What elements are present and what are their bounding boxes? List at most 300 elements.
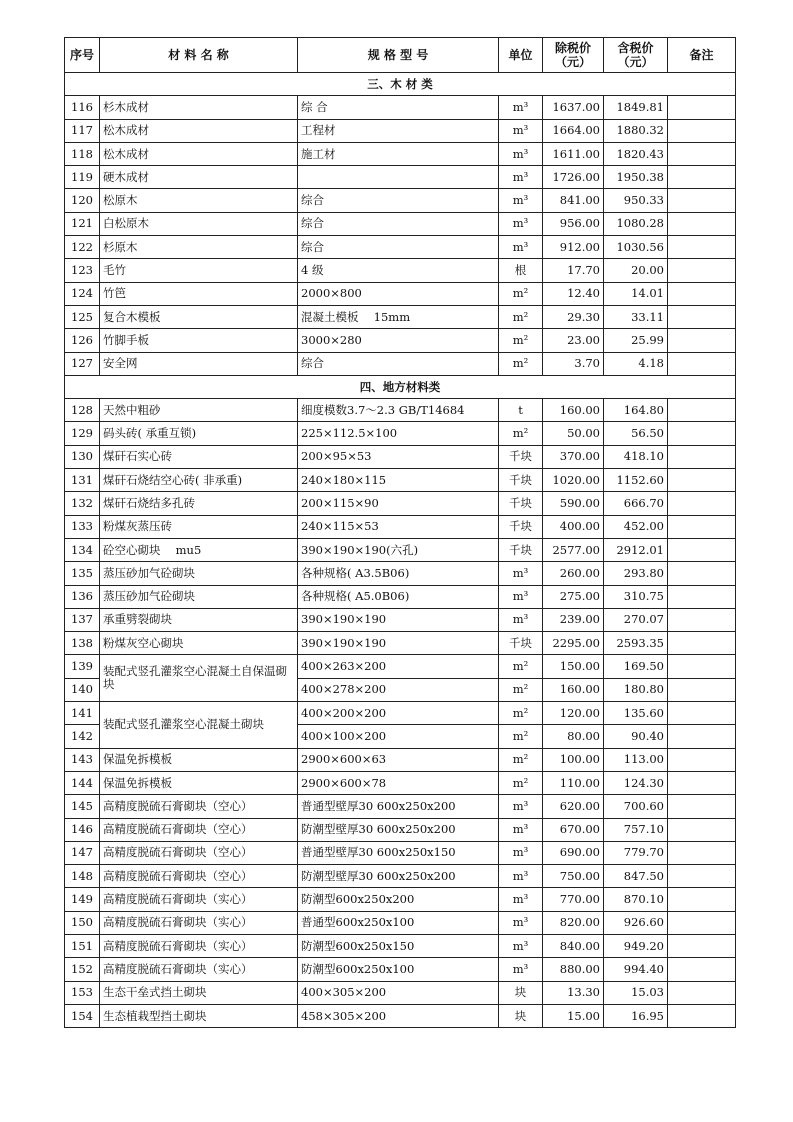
row-unit: m³ bbox=[499, 795, 543, 818]
row-unit: m³ bbox=[499, 585, 543, 608]
row-unit: m³ bbox=[499, 189, 543, 212]
row-price-inc-tax: 164.80 bbox=[604, 399, 668, 422]
table-row bbox=[65, 515, 736, 538]
row-price-ex-tax: 880.00 bbox=[543, 958, 604, 981]
row-unit: 千块 bbox=[499, 515, 543, 538]
row-spec: 390×190×190(六孔) bbox=[298, 538, 499, 561]
row-price-ex-tax: 120.00 bbox=[543, 702, 604, 725]
row-no: 124 bbox=[65, 282, 100, 305]
row-remark bbox=[668, 911, 736, 934]
row-remark bbox=[668, 142, 736, 165]
row-remark bbox=[668, 934, 736, 957]
row-remark bbox=[668, 445, 736, 468]
table-row bbox=[65, 702, 736, 725]
row-spec: 综合 bbox=[298, 212, 499, 235]
row-price-inc-tax: 666.70 bbox=[604, 492, 668, 515]
table-row bbox=[65, 958, 736, 981]
table-row bbox=[65, 212, 736, 235]
row-remark bbox=[668, 702, 736, 725]
row-price-ex-tax: 80.00 bbox=[543, 725, 604, 748]
row-name: 生态植栽型挡土砌块 bbox=[100, 1004, 298, 1027]
row-price-inc-tax: 700.60 bbox=[604, 795, 668, 818]
row-unit: 块 bbox=[499, 1004, 543, 1027]
row-remark bbox=[668, 96, 736, 119]
row-price-ex-tax: 2577.00 bbox=[543, 538, 604, 561]
row-price-inc-tax: 870.10 bbox=[604, 888, 668, 911]
row-unit: 千块 bbox=[499, 469, 543, 492]
section-title: 四、地方材料类 bbox=[65, 375, 736, 398]
row-spec: 混凝土模板 15mm bbox=[298, 305, 499, 328]
header-price-ex-tax: 除税价（元） bbox=[543, 38, 604, 73]
row-unit: m² bbox=[499, 282, 543, 305]
row-unit: m² bbox=[499, 678, 543, 701]
table-row bbox=[65, 352, 736, 375]
row-price-inc-tax: 452.00 bbox=[604, 515, 668, 538]
row-unit: m³ bbox=[499, 958, 543, 981]
row-remark bbox=[668, 399, 736, 422]
table-row bbox=[65, 422, 736, 445]
row-price-ex-tax: 150.00 bbox=[543, 655, 604, 678]
row-no: 131 bbox=[65, 469, 100, 492]
row-remark bbox=[668, 841, 736, 864]
row-spec: 普通型600x250x100 bbox=[298, 911, 499, 934]
row-price-inc-tax: 2593.35 bbox=[604, 632, 668, 655]
row-price-inc-tax: 779.70 bbox=[604, 841, 668, 864]
row-no: 123 bbox=[65, 259, 100, 282]
row-name: 蒸压砂加气砼砌块 bbox=[100, 562, 298, 585]
row-price-ex-tax: 400.00 bbox=[543, 515, 604, 538]
row-unit: m² bbox=[499, 725, 543, 748]
row-unit: m³ bbox=[499, 166, 543, 189]
row-remark bbox=[668, 818, 736, 841]
row-price-ex-tax: 12.40 bbox=[543, 282, 604, 305]
table-row bbox=[65, 445, 736, 468]
row-remark bbox=[668, 771, 736, 794]
row-spec: 工程材 bbox=[298, 119, 499, 142]
row-price-inc-tax: 949.20 bbox=[604, 934, 668, 957]
row-spec: 3000×280 bbox=[298, 329, 499, 352]
row-spec: 防潮型600x250x100 bbox=[298, 958, 499, 981]
header-price-inc-tax: 含税价（元） bbox=[604, 38, 668, 73]
row-remark bbox=[668, 888, 736, 911]
table-row bbox=[65, 236, 736, 259]
price-table bbox=[64, 37, 736, 1028]
table-row bbox=[65, 119, 736, 142]
table-row bbox=[65, 748, 736, 771]
row-unit: m³ bbox=[499, 562, 543, 585]
row-name: 高精度脱硫石膏砌块（实心） bbox=[100, 958, 298, 981]
row-price-inc-tax: 1152.60 bbox=[604, 469, 668, 492]
row-remark bbox=[668, 958, 736, 981]
row-spec bbox=[298, 166, 499, 189]
row-price-inc-tax: 1880.32 bbox=[604, 119, 668, 142]
row-spec: 防潮型壁厚30 600x250x200 bbox=[298, 818, 499, 841]
row-price-ex-tax: 590.00 bbox=[543, 492, 604, 515]
row-price-ex-tax: 17.70 bbox=[543, 259, 604, 282]
table-row bbox=[65, 655, 736, 678]
row-remark bbox=[668, 119, 736, 142]
header-remark: 备注 bbox=[668, 38, 736, 73]
table-row bbox=[65, 608, 736, 631]
row-unit: m³ bbox=[499, 142, 543, 165]
table-row bbox=[65, 795, 736, 818]
table-row bbox=[65, 399, 736, 422]
row-price-ex-tax: 1637.00 bbox=[543, 96, 604, 119]
row-name: 杉木成材 bbox=[100, 96, 298, 119]
row-price-ex-tax: 670.00 bbox=[543, 818, 604, 841]
row-remark bbox=[668, 748, 736, 771]
row-price-ex-tax: 1726.00 bbox=[543, 166, 604, 189]
row-spec: 390×190×190 bbox=[298, 608, 499, 631]
row-no: 139 bbox=[65, 655, 100, 678]
table-row bbox=[65, 865, 736, 888]
row-remark bbox=[668, 422, 736, 445]
table-row bbox=[65, 981, 736, 1004]
row-spec: 2900×600×63 bbox=[298, 748, 499, 771]
row-remark bbox=[668, 189, 736, 212]
row-unit: m³ bbox=[499, 911, 543, 934]
row-price-ex-tax: 840.00 bbox=[543, 934, 604, 957]
row-remark bbox=[668, 166, 736, 189]
row-remark bbox=[668, 305, 736, 328]
row-price-ex-tax: 275.00 bbox=[543, 585, 604, 608]
row-no: 150 bbox=[65, 911, 100, 934]
row-name: 高精度脱硫石膏砌块（实心） bbox=[100, 888, 298, 911]
row-unit: m² bbox=[499, 655, 543, 678]
table-row bbox=[65, 771, 736, 794]
row-price-inc-tax: 56.50 bbox=[604, 422, 668, 445]
row-no: 129 bbox=[65, 422, 100, 445]
row-spec: 防潮型壁厚30 600x250x200 bbox=[298, 865, 499, 888]
row-price-ex-tax: 750.00 bbox=[543, 865, 604, 888]
row-name: 高精度脱硫石膏砌块（实心） bbox=[100, 934, 298, 957]
header-spec: 规 格 型 号 bbox=[298, 38, 499, 73]
row-unit: m³ bbox=[499, 888, 543, 911]
table-row bbox=[65, 259, 736, 282]
row-price-inc-tax: 2912.01 bbox=[604, 538, 668, 561]
row-no: 140 bbox=[65, 678, 100, 701]
row-unit: 千块 bbox=[499, 538, 543, 561]
row-no: 135 bbox=[65, 562, 100, 585]
row-price-inc-tax: 1820.43 bbox=[604, 142, 668, 165]
row-unit: 千块 bbox=[499, 632, 543, 655]
row-price-inc-tax: 1080.28 bbox=[604, 212, 668, 235]
row-remark bbox=[668, 515, 736, 538]
row-name: 竹脚手板 bbox=[100, 329, 298, 352]
row-price-inc-tax: 124.30 bbox=[604, 771, 668, 794]
table-body bbox=[65, 73, 736, 1028]
row-price-ex-tax: 620.00 bbox=[543, 795, 604, 818]
row-spec: 400×278×200 bbox=[298, 678, 499, 701]
row-unit: m² bbox=[499, 771, 543, 794]
row-name-merged: 装配式竖孔灌浆空心混凝土自保温砌块 bbox=[100, 655, 298, 702]
row-name: 硬木成材 bbox=[100, 166, 298, 189]
row-no: 138 bbox=[65, 632, 100, 655]
row-remark bbox=[668, 236, 736, 259]
table-row bbox=[65, 142, 736, 165]
row-price-ex-tax: 956.00 bbox=[543, 212, 604, 235]
table-row bbox=[65, 538, 736, 561]
row-spec: 2900×600×78 bbox=[298, 771, 499, 794]
row-unit: 千块 bbox=[499, 445, 543, 468]
row-price-inc-tax: 15.03 bbox=[604, 981, 668, 1004]
row-unit: 千块 bbox=[499, 492, 543, 515]
table-row bbox=[65, 329, 736, 352]
row-no: 134 bbox=[65, 538, 100, 561]
row-unit: 块 bbox=[499, 981, 543, 1004]
row-spec: 2000×800 bbox=[298, 282, 499, 305]
row-no: 121 bbox=[65, 212, 100, 235]
row-unit: t bbox=[499, 399, 543, 422]
row-unit: m² bbox=[499, 329, 543, 352]
row-name: 天然中粗砂 bbox=[100, 399, 298, 422]
row-price-inc-tax: 14.01 bbox=[604, 282, 668, 305]
row-unit: m² bbox=[499, 702, 543, 725]
row-name: 承重劈裂砌块 bbox=[100, 608, 298, 631]
table-row bbox=[65, 492, 736, 515]
table-row bbox=[65, 562, 736, 585]
row-no: 154 bbox=[65, 1004, 100, 1027]
row-spec: 240×115×53 bbox=[298, 515, 499, 538]
row-spec: 400×305×200 bbox=[298, 981, 499, 1004]
row-name: 保温免拆模板 bbox=[100, 771, 298, 794]
row-no: 151 bbox=[65, 934, 100, 957]
row-price-ex-tax: 1611.00 bbox=[543, 142, 604, 165]
row-spec: 各种规格( A3.5B06) bbox=[298, 562, 499, 585]
row-spec: 400×263×200 bbox=[298, 655, 499, 678]
row-name: 杉原木 bbox=[100, 236, 298, 259]
row-name: 白松原木 bbox=[100, 212, 298, 235]
row-name: 煤矸石实心砖 bbox=[100, 445, 298, 468]
row-name: 高精度脱硫石膏砌块（实心） bbox=[100, 911, 298, 934]
row-name: 毛竹 bbox=[100, 259, 298, 282]
row-price-inc-tax: 270.07 bbox=[604, 608, 668, 631]
row-remark bbox=[668, 678, 736, 701]
table-row bbox=[65, 166, 736, 189]
row-spec: 细度模数3.7～2.3 GB/T14684 bbox=[298, 399, 499, 422]
row-spec: 400×100×200 bbox=[298, 725, 499, 748]
row-name: 安全网 bbox=[100, 352, 298, 375]
row-no: 141 bbox=[65, 702, 100, 725]
row-unit: 根 bbox=[499, 259, 543, 282]
row-remark bbox=[668, 259, 736, 282]
table-row bbox=[65, 189, 736, 212]
row-name: 高精度脱硫石膏砌块（空心） bbox=[100, 795, 298, 818]
row-no: 152 bbox=[65, 958, 100, 981]
row-price-inc-tax: 994.40 bbox=[604, 958, 668, 981]
row-no: 130 bbox=[65, 445, 100, 468]
row-no: 126 bbox=[65, 329, 100, 352]
row-unit: m³ bbox=[499, 865, 543, 888]
row-remark bbox=[668, 329, 736, 352]
row-no: 147 bbox=[65, 841, 100, 864]
row-price-ex-tax: 15.00 bbox=[543, 1004, 604, 1027]
row-spec: 200×115×90 bbox=[298, 492, 499, 515]
row-price-ex-tax: 1664.00 bbox=[543, 119, 604, 142]
row-price-inc-tax: 1849.81 bbox=[604, 96, 668, 119]
table-row bbox=[65, 1004, 736, 1027]
row-price-inc-tax: 847.50 bbox=[604, 865, 668, 888]
row-price-inc-tax: 926.60 bbox=[604, 911, 668, 934]
row-price-ex-tax: 820.00 bbox=[543, 911, 604, 934]
row-price-ex-tax: 23.00 bbox=[543, 329, 604, 352]
table-row bbox=[65, 305, 736, 328]
table-header bbox=[65, 38, 736, 73]
row-unit: m² bbox=[499, 352, 543, 375]
row-price-inc-tax: 135.60 bbox=[604, 702, 668, 725]
row-price-ex-tax: 160.00 bbox=[543, 678, 604, 701]
row-no: 146 bbox=[65, 818, 100, 841]
row-no: 136 bbox=[65, 585, 100, 608]
row-name: 复合木模板 bbox=[100, 305, 298, 328]
row-price-ex-tax: 29.30 bbox=[543, 305, 604, 328]
row-name: 煤矸石烧结多孔砖 bbox=[100, 492, 298, 515]
row-no: 144 bbox=[65, 771, 100, 794]
row-remark bbox=[668, 608, 736, 631]
row-no: 127 bbox=[65, 352, 100, 375]
row-no: 125 bbox=[65, 305, 100, 328]
row-spec: 综合 bbox=[298, 236, 499, 259]
row-no: 122 bbox=[65, 236, 100, 259]
table-row bbox=[65, 282, 736, 305]
row-remark bbox=[668, 865, 736, 888]
row-remark bbox=[668, 981, 736, 1004]
row-unit: m³ bbox=[499, 236, 543, 259]
row-spec: 200×95×53 bbox=[298, 445, 499, 468]
row-no: 142 bbox=[65, 725, 100, 748]
row-price-ex-tax: 50.00 bbox=[543, 422, 604, 445]
row-unit: m² bbox=[499, 748, 543, 771]
row-no: 128 bbox=[65, 399, 100, 422]
row-spec: 各种规格( A5.0B06) bbox=[298, 585, 499, 608]
row-price-inc-tax: 293.80 bbox=[604, 562, 668, 585]
row-price-ex-tax: 110.00 bbox=[543, 771, 604, 794]
row-price-ex-tax: 770.00 bbox=[543, 888, 604, 911]
row-price-inc-tax: 950.33 bbox=[604, 189, 668, 212]
row-no: 119 bbox=[65, 166, 100, 189]
row-price-inc-tax: 180.80 bbox=[604, 678, 668, 701]
table-row bbox=[65, 818, 736, 841]
row-no: 148 bbox=[65, 865, 100, 888]
row-remark bbox=[668, 282, 736, 305]
row-price-ex-tax: 260.00 bbox=[543, 562, 604, 585]
row-remark bbox=[668, 538, 736, 561]
row-name: 煤矸石烧结空心砖( 非承重) bbox=[100, 469, 298, 492]
row-name: 松木成材 bbox=[100, 142, 298, 165]
row-price-inc-tax: 20.00 bbox=[604, 259, 668, 282]
row-remark bbox=[668, 795, 736, 818]
row-no: 145 bbox=[65, 795, 100, 818]
header-name: 材 料 名 称 bbox=[100, 38, 298, 73]
table-row bbox=[65, 934, 736, 957]
row-price-inc-tax: 90.40 bbox=[604, 725, 668, 748]
row-remark bbox=[668, 212, 736, 235]
row-spec: 458×305×200 bbox=[298, 1004, 499, 1027]
table-row bbox=[65, 632, 736, 655]
row-price-ex-tax: 690.00 bbox=[543, 841, 604, 864]
row-name: 码头砖( 承重互锁) bbox=[100, 422, 298, 445]
row-spec: 综合 bbox=[298, 352, 499, 375]
row-price-ex-tax: 3.70 bbox=[543, 352, 604, 375]
row-no: 137 bbox=[65, 608, 100, 631]
row-price-inc-tax: 33.11 bbox=[604, 305, 668, 328]
table-row bbox=[65, 911, 736, 934]
row-unit: m³ bbox=[499, 212, 543, 235]
row-unit: m³ bbox=[499, 934, 543, 957]
row-spec: 240×180×115 bbox=[298, 469, 499, 492]
row-spec: 普通型壁厚30 600x250x150 bbox=[298, 841, 499, 864]
row-price-inc-tax: 16.95 bbox=[604, 1004, 668, 1027]
table-row bbox=[65, 469, 736, 492]
row-no: 117 bbox=[65, 119, 100, 142]
row-no: 116 bbox=[65, 96, 100, 119]
row-unit: m³ bbox=[499, 841, 543, 864]
row-name: 砼空心砌块 mu5 bbox=[100, 538, 298, 561]
row-remark bbox=[668, 492, 736, 515]
row-price-inc-tax: 418.10 bbox=[604, 445, 668, 468]
row-price-inc-tax: 169.50 bbox=[604, 655, 668, 678]
row-name-merged: 装配式竖孔灌浆空心混凝土砌块 bbox=[100, 702, 298, 749]
row-remark bbox=[668, 632, 736, 655]
row-remark bbox=[668, 352, 736, 375]
row-name: 松木成材 bbox=[100, 119, 298, 142]
section-title: 三、木 材 类 bbox=[65, 73, 736, 96]
row-unit: m³ bbox=[499, 608, 543, 631]
row-spec: 防潮型600x250x200 bbox=[298, 888, 499, 911]
row-spec: 综合 bbox=[298, 189, 499, 212]
row-name: 高精度脱硫石膏砌块（空心） bbox=[100, 865, 298, 888]
row-no: 118 bbox=[65, 142, 100, 165]
row-price-inc-tax: 113.00 bbox=[604, 748, 668, 771]
row-remark bbox=[668, 562, 736, 585]
row-price-ex-tax: 13.30 bbox=[543, 981, 604, 1004]
row-name: 生态干垒式挡土砌块 bbox=[100, 981, 298, 1004]
row-price-inc-tax: 310.75 bbox=[604, 585, 668, 608]
row-spec: 普通型壁厚30 600x250x200 bbox=[298, 795, 499, 818]
section-title-row bbox=[65, 73, 736, 96]
row-unit: m² bbox=[499, 305, 543, 328]
row-price-inc-tax: 4.18 bbox=[604, 352, 668, 375]
row-unit: m³ bbox=[499, 119, 543, 142]
row-name: 保温免拆模板 bbox=[100, 748, 298, 771]
row-remark bbox=[668, 585, 736, 608]
row-name: 粉煤灰空心砌块 bbox=[100, 632, 298, 655]
row-name: 高精度脱硫石膏砌块（空心） bbox=[100, 841, 298, 864]
header-unit: 单位 bbox=[499, 38, 543, 73]
row-no: 132 bbox=[65, 492, 100, 515]
row-remark bbox=[668, 655, 736, 678]
row-price-ex-tax: 1020.00 bbox=[543, 469, 604, 492]
row-spec: 综 合 bbox=[298, 96, 499, 119]
row-spec: 防潮型600x250x150 bbox=[298, 934, 499, 957]
row-name: 蒸压砂加气砼砌块 bbox=[100, 585, 298, 608]
row-price-inc-tax: 757.10 bbox=[604, 818, 668, 841]
row-price-inc-tax: 1950.38 bbox=[604, 166, 668, 189]
row-no: 133 bbox=[65, 515, 100, 538]
row-no: 120 bbox=[65, 189, 100, 212]
row-remark bbox=[668, 725, 736, 748]
row-price-ex-tax: 2295.00 bbox=[543, 632, 604, 655]
row-spec: 施工材 bbox=[298, 142, 499, 165]
row-name: 竹笆 bbox=[100, 282, 298, 305]
table-row bbox=[65, 585, 736, 608]
row-price-ex-tax: 100.00 bbox=[543, 748, 604, 771]
row-unit: m² bbox=[499, 422, 543, 445]
row-spec: 225×112.5×100 bbox=[298, 422, 499, 445]
table-row bbox=[65, 888, 736, 911]
row-price-ex-tax: 160.00 bbox=[543, 399, 604, 422]
row-spec: 400×200×200 bbox=[298, 702, 499, 725]
